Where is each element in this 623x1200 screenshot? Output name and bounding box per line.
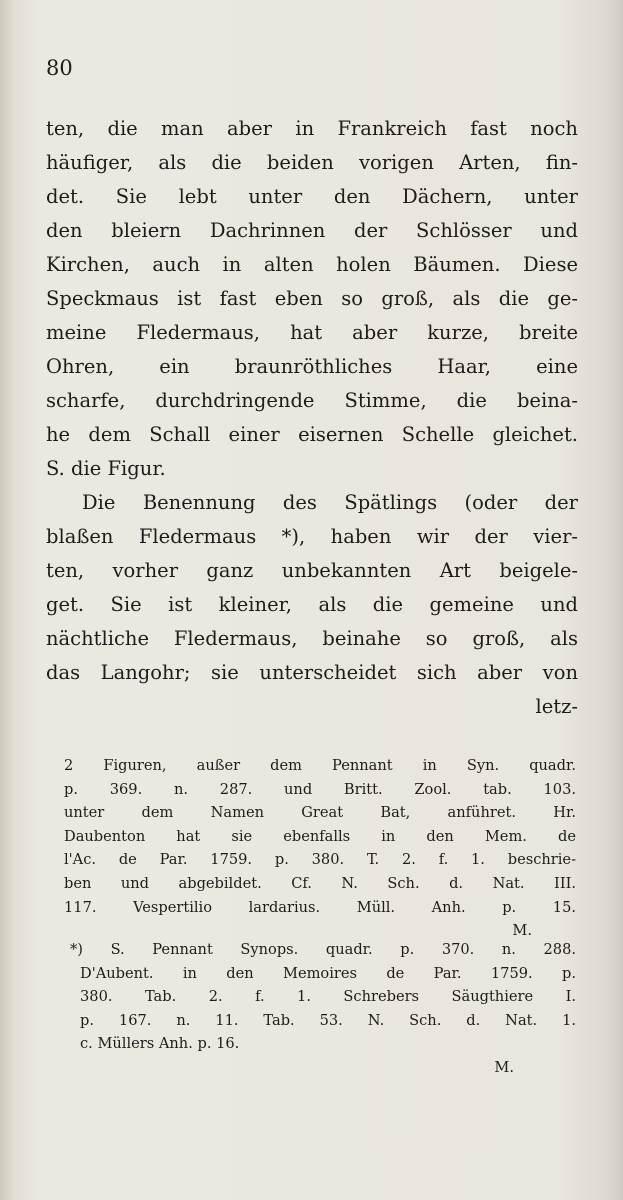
text-line: blaßen Fledermaus *), haben wir der vier- (46, 525, 578, 548)
text-line: Die Benennung des Spätlings (oder der (82, 491, 578, 514)
footnote-line: unter dem Namen Great Bat, anführet. Hr. (64, 804, 576, 822)
page-number: 80 (46, 56, 73, 80)
text-line: ten, die man aber in Frankreich fast noch (46, 117, 578, 140)
footnote-line: l'Ac. de Par. 1759. p. 380. T. 2. f. 1. beschrie- (64, 851, 576, 869)
text-line: det. Sie lebt unter den Dächern, unter (46, 185, 578, 208)
text-line: get. Sie ist kleiner, als die gemeine und (46, 593, 578, 616)
text-line: das Langohr; sie unterscheidet sich aber von (46, 661, 578, 684)
text-line: nächtliche Fledermaus, beinahe so groß, als (46, 627, 578, 650)
footnote-line: ben und abgebildet. Cf. N. Sch. d. Nat. III. (64, 874, 576, 892)
text-line: ten, vorher ganz unbekannten Art beigele- (46, 559, 578, 582)
text-line: Kirchen, auch in alten holen Bäumen. Diese (46, 253, 578, 276)
footnote-star (70, 938, 576, 1080)
footnote-line: D'Aubent. in den Memoires de Par. 1759. p. (80, 964, 576, 982)
text-line: Ohren, ein braunröthliches Haar, eine (46, 355, 578, 378)
footnote-line: 117. Vespertilio lardarius. Müll. Anh. p. 15. (64, 898, 576, 916)
footnote-signature: M. (512, 922, 532, 940)
text-line: scharfe, durchdringende Stimme, die beina- (46, 389, 578, 412)
footnote-line: Daubenton hat sie ebenfalls in den Mem. de (64, 827, 576, 845)
footnote-line: p. 369. n. 287. und Britt. Zool. tab. 103. (64, 780, 576, 798)
footnote-line: 2 Figuren, außer dem Pennant in Syn. quadr. (64, 757, 576, 774)
text-line: häufiger, als die beiden vorigen Arten, fin- (46, 151, 578, 174)
text-line: den bleiern Dachrinnen der Schlösser und (46, 219, 578, 242)
footnote-line: *) S. Pennant Synops. quadr. p. 370. n. 288. (70, 941, 576, 958)
footnote-line: c. Müllers Anh. p. 16. (80, 1035, 240, 1053)
text-line: S. die Figur. (46, 457, 166, 480)
footnote-line: p. 167. n. 11. Tab. 53. N. Sch. d. Nat. 1. (80, 1011, 576, 1029)
footnote-continued (64, 754, 576, 943)
text-line: Speckmaus ist fast eben so groß, als die ge- (46, 287, 578, 310)
footnote-signature: M. (494, 1058, 514, 1076)
main-text (46, 112, 578, 724)
text-line: meine Fledermaus, hat aber kurze, breite (46, 321, 578, 344)
catchword: letz- (535, 695, 578, 718)
text-line: he dem Schall einer eisernen Schelle gleichet. (46, 423, 578, 446)
footnote-line: 380. Tab. 2. f. 1. Schrebers Säugthiere I. (80, 988, 576, 1006)
